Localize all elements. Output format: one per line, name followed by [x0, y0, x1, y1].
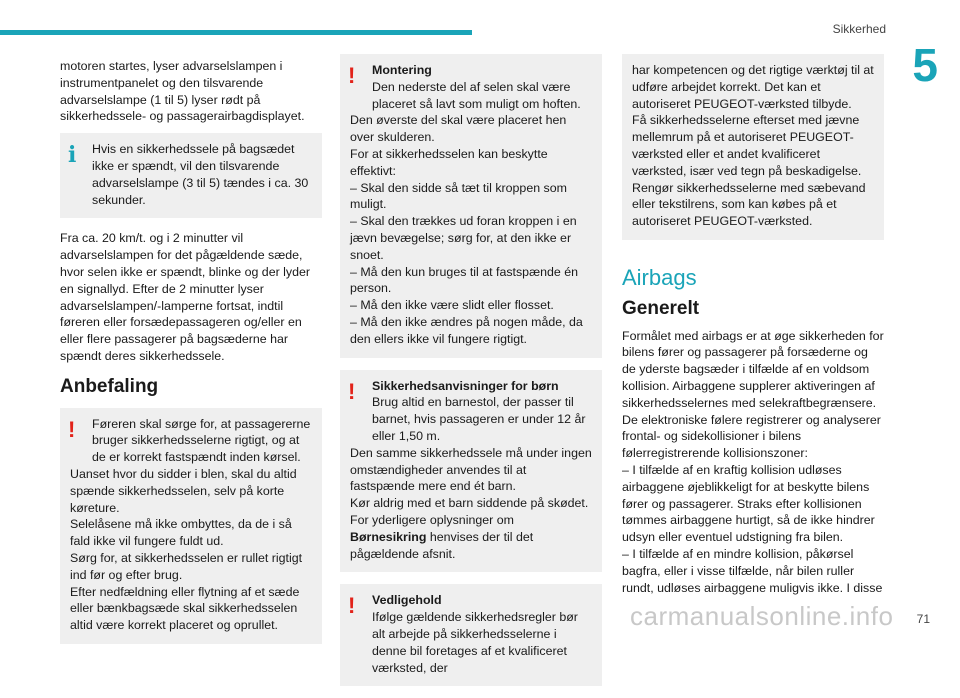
paragraph-speed: Fra ca. 20 km/t. og i 2 minutter vil advarselslampen for det pågældende sæde, hvor selen ikke er spændt, blinke og der lyder en signallyd. Efter de 2 minutter lyser advarselslampen/-lamperne fortsat, indtil føreren eller forsædepassageren og/eller en eller flere passagerer på bagsæderne har spændt deres sikkerhedssele.: [60, 231, 311, 363]
airbags-body: Formålet med airbags er at øge sikkerheden for bilens fører og passagerer på forsæderne og de yderste bagsæder i tilfælde af en voldsom kollision. Airbaggene supplerer aktiveringen af sikkerhedsselernes med selekraftbegrænsere. De elektroniske følere registrerer og analyserer frontal- og sidekollisioner i bilens følerregistrerende kollisionszoner: – I tilfælde af en kraftig kollision udløses airbaggene øjeblikkeligt for at beskytte bilens fører og passagerer. Straks efter kollisionen tømmes airbaggene hurtigt, så de ikke hindrer udsyn eller eventuel udstigning fra bilen. – I tilfælde af en mindre kollision, påkørsel bagfra, eller i visse tilfælde, når bilen ruller rundt, udløses airbaggene muligvis ikke. I disse: [622, 328, 884, 595]
header-accent-bar: [0, 30, 472, 35]
heading-airbags: Airbags: [622, 264, 697, 290]
info-icon: i: [68, 142, 77, 169]
page-number: 71: [916, 612, 930, 626]
warning-icon: !: [348, 378, 356, 404]
warning-icon: !: [348, 63, 356, 88]
warning-box-maintenance: ! Vedligehold Ifølge gældende sikkerhedsregler bør alt arbejde på sikkerhedsselerne i denne bil foretages af et kvalificeret værksted, der: [340, 584, 602, 686]
warning-icon: !: [348, 593, 356, 619]
warning-box-children: ! Sikkerhedsanvisninger for børn Brug altid en barnestol, der passer til barnet, hvis passageren er under 12 år eller 1,50 m. Den samme sikkerhedssele må under ingen omstændigheder anvendes til at fastspænde mere end ét barn. Kør aldrig med et barn siddende på skødet. For yderligere oplysninger om Børnesikring henvises der til det pågældende afsnit.: [340, 370, 602, 573]
column-1: [60, 58, 322, 656]
column-3: [622, 54, 884, 596]
warning-box-montering: ! Montering Den nederste del af selen skal være placeret så lavt som muligt om hoften. Den øverste del skal være placeret hen over skulderen. For at sikkerhedsselen kan beskytte effektivt: – Skal den sidde så tæt til kroppen som muligt. – Skal den trækkes ud foran kroppen i en jævn bevægelse; sørg for, at den ikke er snoet. – Må den kun bruges til at fastspænde én person. – Må den ikke være slidt eller flosset. – Må den ikke ændres på nogen måde, da den ellers ikke vil fungere rigtigt.: [340, 54, 602, 358]
watermark: carmanualsonline.info: [630, 601, 894, 631]
heading-generelt: Generelt: [622, 297, 700, 319]
column-2: [340, 54, 602, 698]
warning-icon: !: [68, 416, 76, 442]
heading-anbefaling: Anbefaling: [60, 375, 159, 397]
paragraph-intro: motoren startes, lyser advarselslampen i instrumentpanelet og den tilsvarende advarselslampe (1 til 5) lyser rødt på sikkerhedssele- og passagerairbagdisplayet.: [60, 59, 305, 124]
chapter-number: 5: [912, 39, 938, 91]
info-box-rear-seat: i Hvis en sikkerhedssele på bagsædet ikke er spændt, vil den tilsvarende advarselslampe (3 til 5) tændes i ca. 30 sekunder.: [60, 133, 322, 218]
maintenance-box-continued: har kompetencen og det rigtige værktøj til at udføre arbejdet korrekt. Det kan et autoriseret PEUGEOT-værksted tilbyde. Få sikkerhedsselerne efterset med jævne mellemrum på et autoriseret PEUGEOT-værksted eller et andet kvalificeret værksted, især ved tegn på beskadigelse. Rengør sikkerhedsselerne med sæbevand eller tekstilrens, som kan købes på et autoriseret PEUGEOT-værksted.: [622, 54, 884, 240]
child-safety-reference: For yderligere oplysninger om Børnesikring henvises der til det pågældende afsnit.: [350, 512, 534, 561]
section-title: Sikkerhed: [832, 22, 886, 36]
warning-box-recommendation: ! Føreren skal sørge for, at passagererne bruger sikkerhedsselerne rigtigt, og at de er korrekt fastspændt inden kørsel. Uanset hvor du sidder i blen, skal du altid spænde sikkerhedsselen, selv på korte køreture. Selelåsene må ikke ombyttes, da de i så fald ikke vil fungere fuldt ud. Sørg for, at sikkerhedsselen er rullet rigtigt ind før og efter brug. Efter nedfældning eller flytning af et sæde eller bænkbagsæde skal sikkerhedsselen altid være korrekt placeret og oprullet.: [60, 408, 322, 644]
